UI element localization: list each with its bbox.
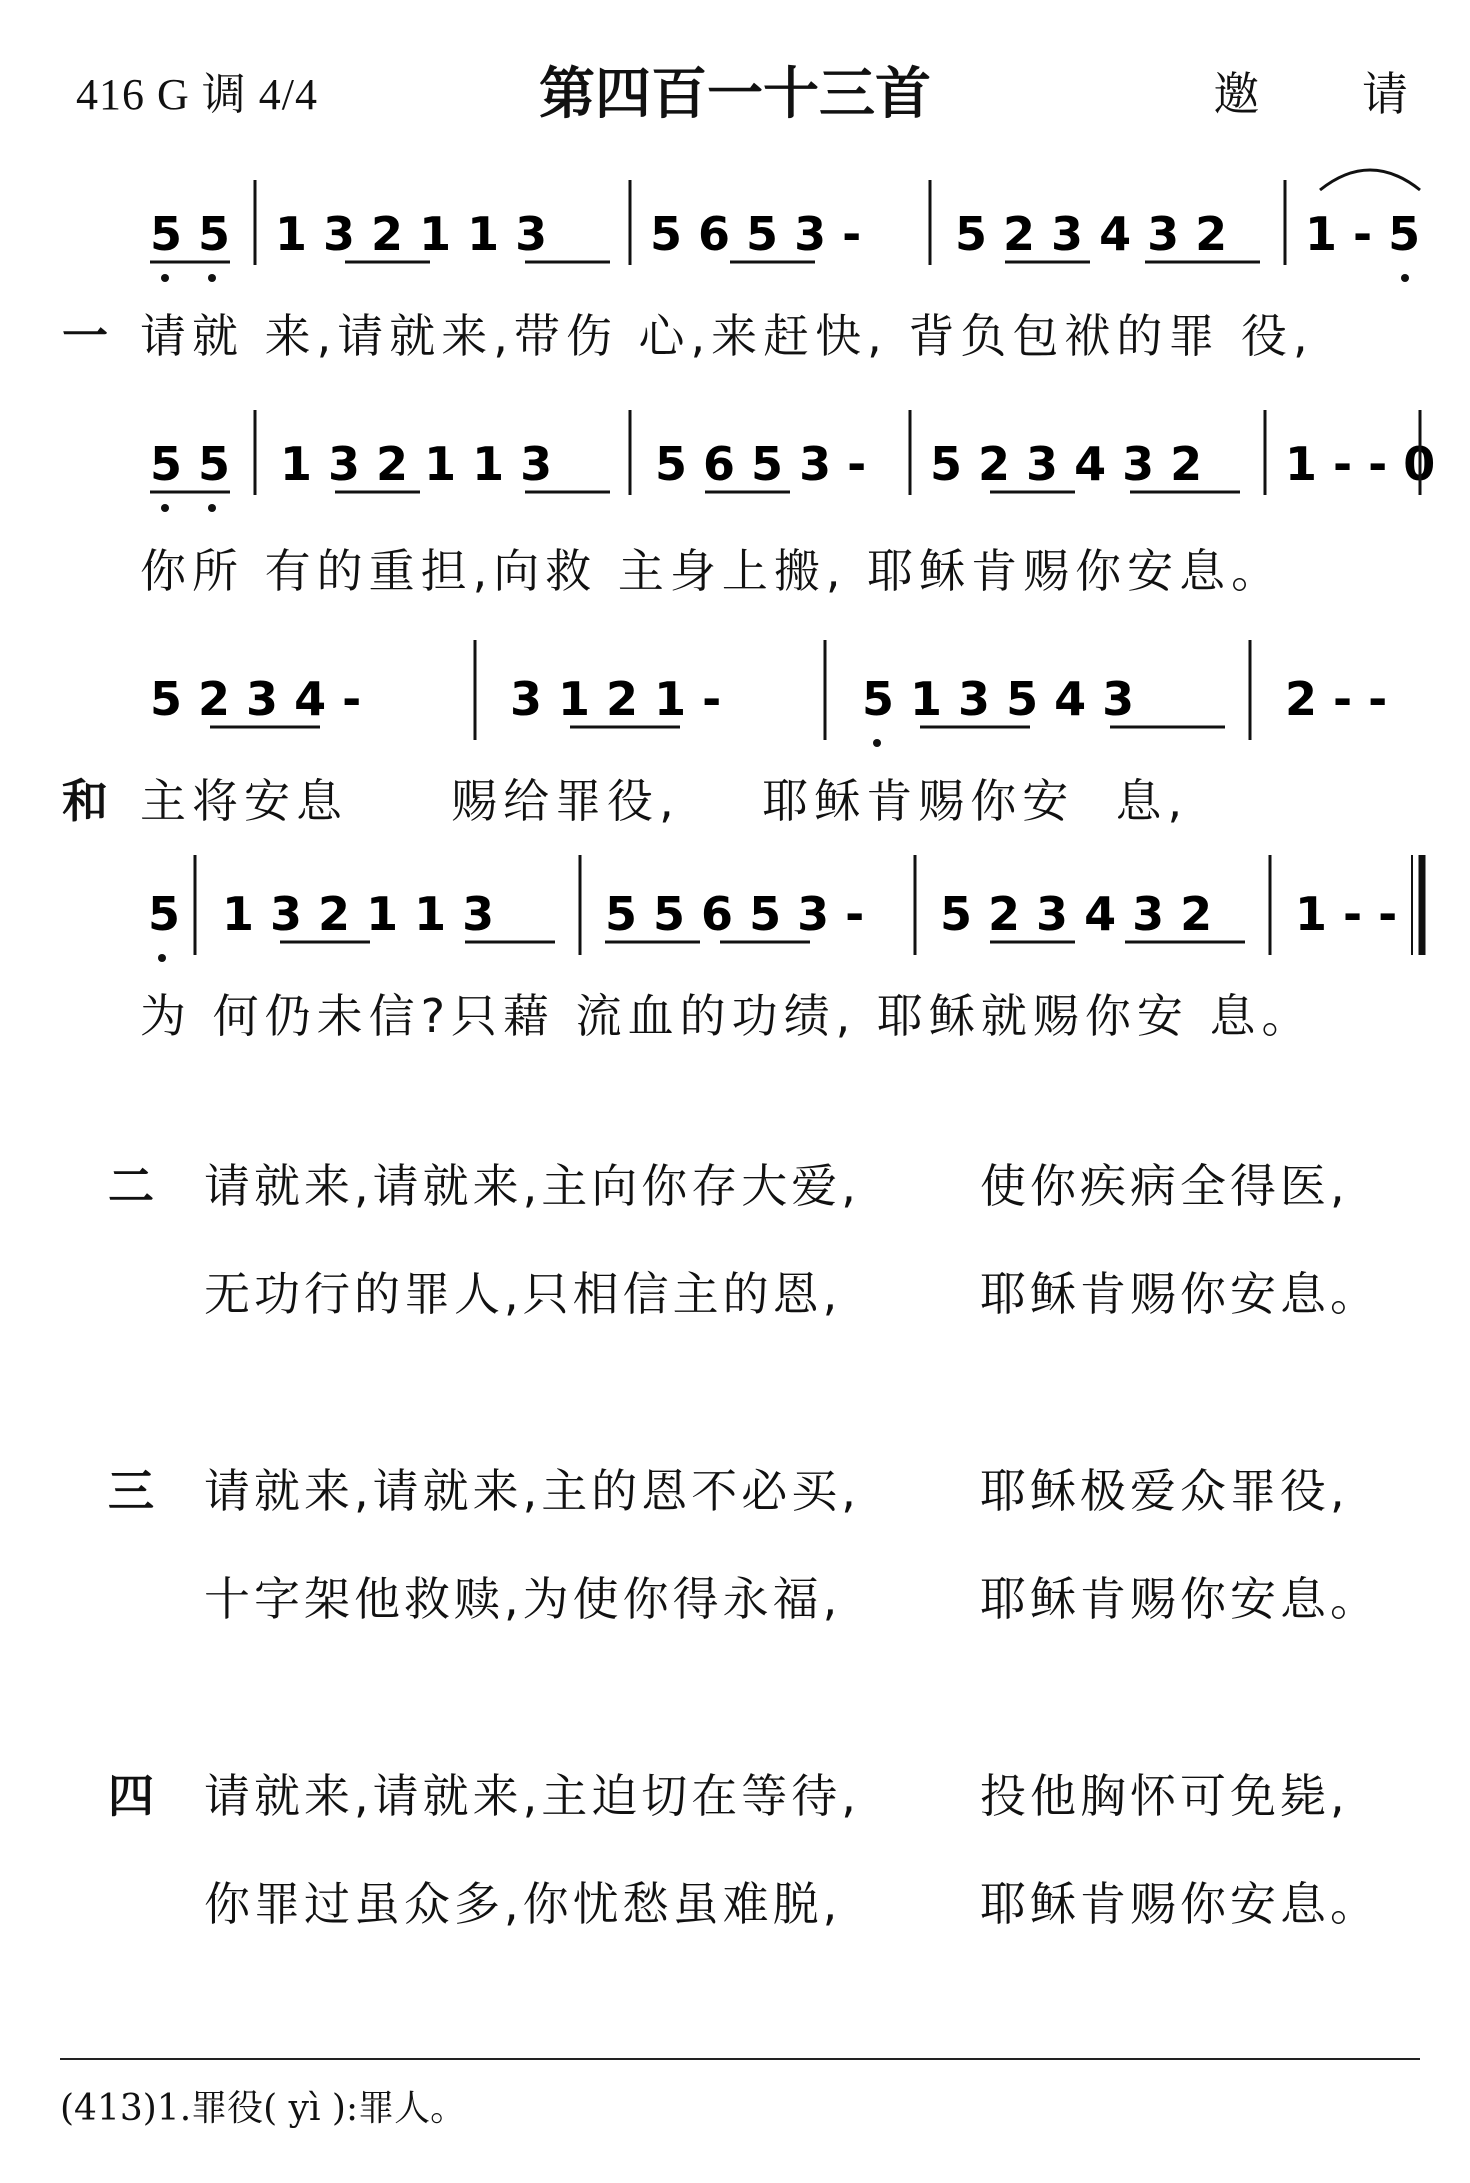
verse-3-line-2b: 耶稣肯赐你安息。 (980, 1572, 1380, 1626)
measure-4-5: 1 - - (1295, 887, 1398, 941)
footnote-divider (60, 2058, 1420, 2060)
verse-2-line-2b: 耶稣肯赐你安息。 (980, 1267, 1380, 1321)
footnote: (413)1.罪役( yì ):罪人。 (60, 2088, 467, 2129)
measure-3-2: 3 1 2 1 - (510, 672, 722, 726)
measure-1-5: 1 - 5 (1305, 207, 1421, 261)
measure-3-1: 5 2 3 4 - (150, 672, 362, 726)
hymn-header (0, 0, 1470, 150)
measure-1-2: 1 3 2 1 1 3 (275, 207, 548, 261)
refrain-lyric-2: 为 何仍未信?只藉 流血的功绩, 耶稣就赐你安 息。 (140, 989, 1314, 1043)
lyric-line-4 (0, 980, 1470, 1043)
verse-4-number: 四 (108, 1769, 154, 1823)
measure-2-3: 5 6 5 3 - (655, 437, 867, 491)
notation-svg-1 (0, 150, 1470, 310)
verse-4-line-1b: 投他胸怀可免毙, (980, 1769, 1349, 1823)
lyric-line-1 (0, 300, 1470, 363)
refrain-lyric-1: 主将安息 赐给罪役, 耶稣肯赐你安 息, (140, 774, 1189, 828)
verse-1-lyric-2: 你所 有的重担,向救 主身上搬, 耶稣肯赐你安息。 (140, 544, 1284, 598)
verse-3-line-1a: 请就来,请就来,主的恩不必买, (204, 1464, 860, 1518)
notation-svg-2 (0, 380, 1470, 540)
verse-2-line-1b: 使你疾病全得医, (980, 1159, 1349, 1213)
hymn-title: 第四百一十三首 (539, 62, 931, 127)
measure-3-3: 5 1 3 5 4 3 (862, 672, 1135, 726)
notation-line-4 (0, 830, 1470, 990)
verse-2-line-2a: 无功行的罪人,只相信主的恩, (204, 1267, 842, 1321)
notation-svg-3 (0, 615, 1470, 775)
measure-2-4: 5 2 3 4 3 2 (930, 437, 1203, 491)
notation-line-2 (0, 380, 1470, 540)
measure-2-1: 5 5 (150, 437, 231, 491)
verse-3-line-1b: 耶稣极爱众罪役, (980, 1464, 1349, 1518)
measure-4-4: 5 2 3 4 3 2 (940, 887, 1213, 941)
notation-line-3 (0, 615, 1470, 775)
notation-svg-4 (0, 830, 1470, 990)
hymn-category: 邀 请 (1213, 67, 1452, 121)
verse-2-line-1a: 请就来,请就来,主向你存大爱, (204, 1159, 860, 1213)
refrain-tag: 和 (62, 774, 108, 828)
verse-1-tag: 一 (62, 309, 108, 363)
measure-1-1: 5 5 (150, 207, 231, 261)
verse-4-line-2b: 耶稣肯赐你安息。 (980, 1877, 1380, 1931)
verse-3-number: 三 (108, 1464, 154, 1518)
measure-3-4: 2 - - (1285, 672, 1388, 726)
hymn-meta: 416 G 调 4/4 (76, 70, 318, 119)
measure-2-5: 1 - - 0 (1285, 437, 1436, 491)
notation-line-1 (0, 150, 1470, 310)
verse-2-number: 二 (108, 1159, 154, 1213)
verse-4-line-2a: 你罪过虽众多,你忧愁虽难脱, (204, 1877, 842, 1931)
verse-4-line-1a: 请就来,请就来,主迫切在等待, (204, 1769, 860, 1823)
lyric-line-3 (0, 765, 1470, 828)
lyric-line-2 (0, 535, 1470, 598)
measure-2-2: 1 3 2 1 1 3 (280, 437, 553, 491)
measure-4-1: 5 (148, 887, 181, 941)
measure-4-3: 5 5 6 5 3 - (605, 887, 865, 941)
measure-1-4: 5 2 3 4 3 2 (955, 207, 1228, 261)
measure-1-3: 5 6 5 3 - (650, 207, 862, 261)
measure-4-2: 1 3 2 1 1 3 (222, 887, 495, 941)
verse-3-line-2a: 十字架他救赎,为使你得永福, (204, 1572, 842, 1626)
verse-1-lyric-1: 请就 来,请就来,带伤 心,来赶快, 背负包袱的罪 役, (140, 309, 1314, 363)
